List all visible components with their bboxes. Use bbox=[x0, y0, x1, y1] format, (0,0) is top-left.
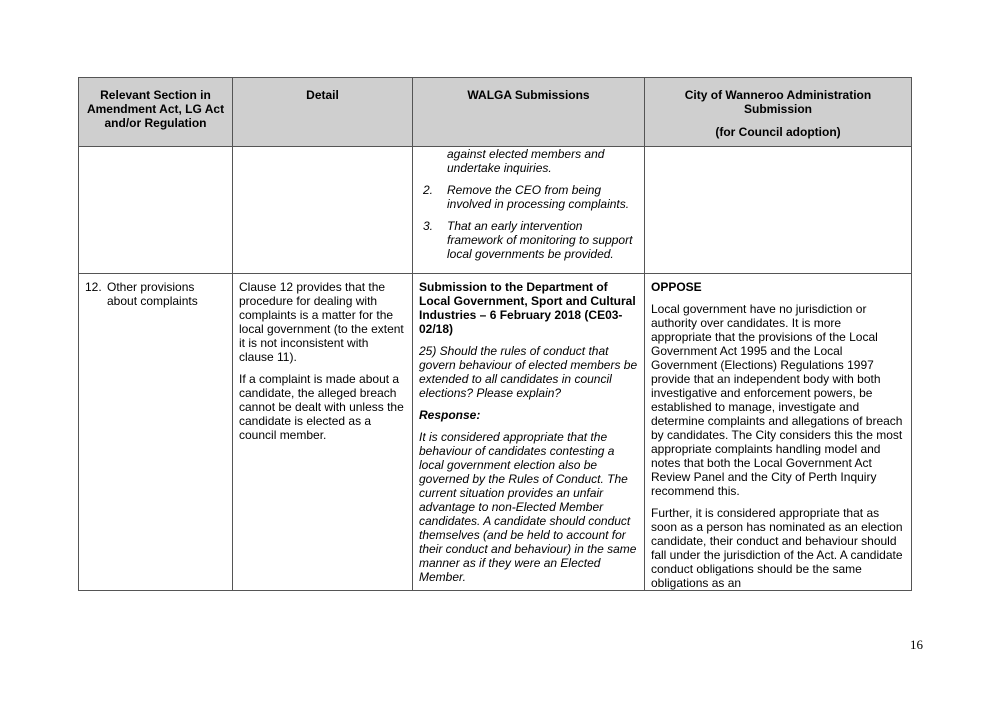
row2-section-cell bbox=[79, 274, 233, 591]
walga-question: 25) Should the rules of conduct that govern behaviour of elected members be extended to all candidates in council elections? Please explain? bbox=[419, 344, 638, 400]
header-section: Relevant Section in Amendment Act, LG Act and/or Regulation bbox=[79, 78, 233, 147]
table-row bbox=[79, 274, 912, 591]
walga-response: It is considered appropriate that the behaviour of candidates contesting a local government election also be governed by the Rules of Conduct. The current situation provides an unfair advantage to non-Elected Member candidates. A candidate should conduct themselves (and be held to account for their conduct and behaviour) in the same manner as if they were an Elected Member. bbox=[419, 430, 637, 584]
section-title: Other provisions about complaints bbox=[107, 280, 198, 308]
list-item: 3. That an early intervention framework of monitoring to support local governments be provided. bbox=[423, 219, 633, 261]
header-walga: WALGA Submissions bbox=[413, 78, 645, 147]
walga-list bbox=[419, 147, 638, 261]
detail-paragraph: Clause 12 provides that the procedure for dealing with complaints is a matter for the local government (to the extent it is not inconsistent with clause 11). bbox=[239, 280, 404, 364]
row1-city-cell bbox=[645, 147, 912, 274]
walga-response-label: Response: bbox=[419, 408, 481, 422]
submissions-table bbox=[78, 77, 912, 591]
header-detail: Detail bbox=[233, 78, 413, 147]
row2-detail-cell bbox=[233, 274, 413, 591]
row1-detail-cell bbox=[233, 147, 413, 274]
page-number: 16 bbox=[910, 637, 923, 652]
city-position: OPPOSE bbox=[651, 280, 702, 294]
table-header-row bbox=[79, 78, 912, 147]
detail-paragraph: If a complaint is made about a candidate, the alleged breach cannot be dealt with unless the candidate is elected as a council member. bbox=[239, 372, 404, 442]
city-paragraph: Further, it is considered appropriate that as soon as a person has nominated as an election candidate, their conduct and behaviour should fall under the jurisdiction of the Act. A candidate conduct obligations should be the same obligations as an bbox=[651, 506, 903, 590]
city-paragraph: Local government have no jurisdiction or authority over candidates. It is more appropriate that the provisions of the Local Government Act 1995 and the Local Government (Elections) Regulations 1997 provide that an independent body with both investigative and enforcement powers, be established to manage, investigate and determine complaints and allegations of breach by candidates. The City considers this the most appropriate complaints handling model and notes that both the Local Government Act Review Panel and the City of Perth Inquiry recommend this. bbox=[651, 302, 903, 498]
list-item: 2. Remove the CEO from being involved in processing complaints. bbox=[423, 183, 630, 211]
section-number: 12. bbox=[85, 280, 102, 294]
row2-walga-cell bbox=[413, 274, 645, 591]
row1-walga-cell bbox=[413, 147, 645, 274]
header-city: City of Wanneroo Administration Submission (for Council adoption) bbox=[645, 78, 912, 147]
row2-city-cell bbox=[645, 274, 912, 591]
table-row bbox=[79, 147, 912, 274]
walga-heading: Submission to the Department of Local Government, Sport and Cultural Industries – 6 February 2018 (CE03-02/18) bbox=[419, 280, 636, 336]
row1-section-cell bbox=[79, 147, 233, 274]
list-item: against elected members and undertake inquiries. bbox=[447, 147, 605, 175]
